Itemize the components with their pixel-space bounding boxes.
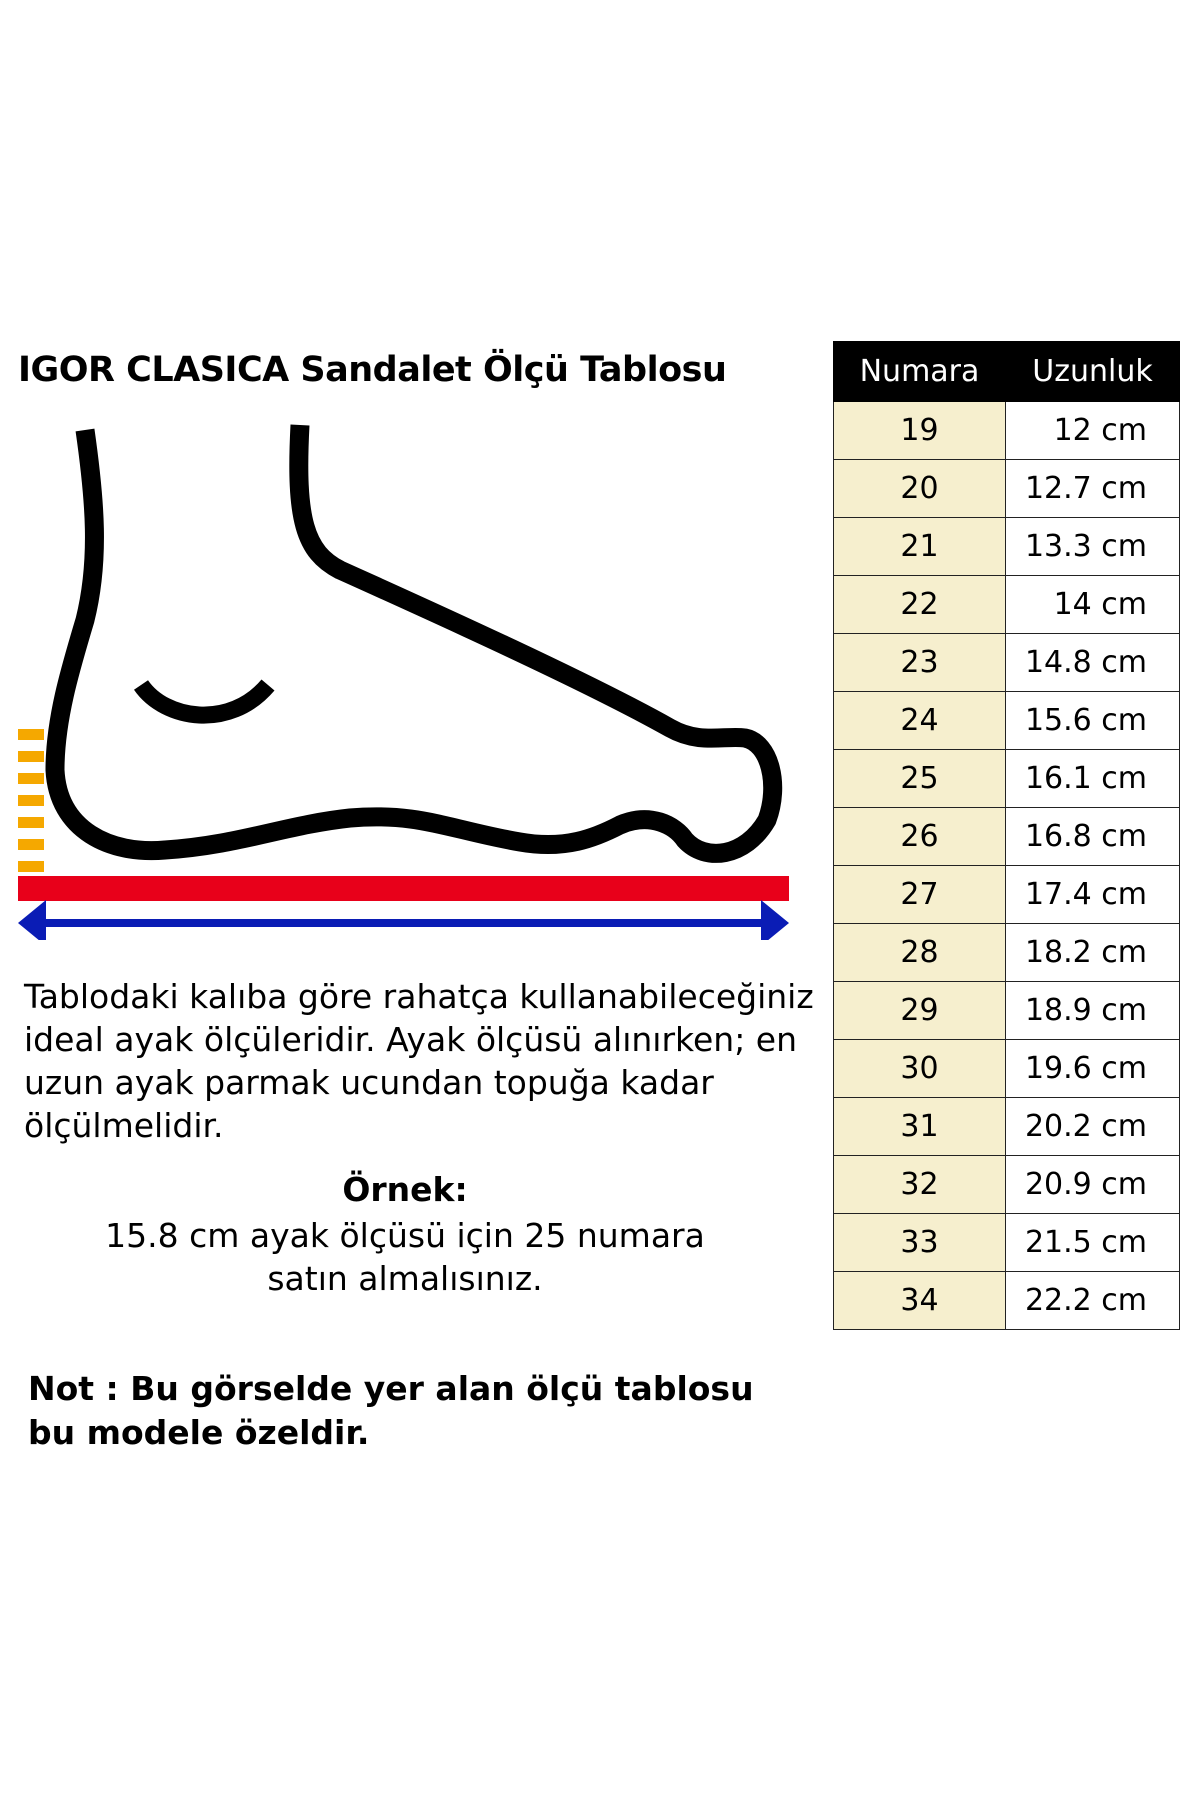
size-cell: 20 xyxy=(834,460,1006,518)
size-cell: 25 xyxy=(834,750,1006,808)
heel-mark xyxy=(18,773,44,784)
example-heading: Örnek: xyxy=(342,1170,468,1209)
table-row xyxy=(834,1098,1180,1156)
ankle-curve-icon xyxy=(141,685,268,715)
length-cell: 14.8 cm xyxy=(1006,634,1180,692)
column-header-length: Uzunluk xyxy=(1006,342,1180,402)
table-row xyxy=(834,576,1180,634)
heel-mark xyxy=(18,839,44,850)
length-cell: 15.6 cm xyxy=(1006,692,1180,750)
size-cell: 32 xyxy=(834,1156,1006,1214)
page-title: IGOR CLASICA Sandalet Ölçü Tablosu xyxy=(18,350,727,390)
foot-measurement-illustration xyxy=(0,420,800,940)
size-cell: 26 xyxy=(834,808,1006,866)
size-cell: 19 xyxy=(834,402,1006,460)
length-cell: 16.8 cm xyxy=(1006,808,1180,866)
table-row xyxy=(834,518,1180,576)
size-cell: 21 xyxy=(834,518,1006,576)
table-row xyxy=(834,866,1180,924)
size-cell: 24 xyxy=(834,692,1006,750)
size-cell: 27 xyxy=(834,866,1006,924)
table-row xyxy=(834,460,1180,518)
table-header-row xyxy=(834,342,1180,402)
foot-outline-icon xyxy=(55,425,773,853)
description-text: Tablodaki kalıba göre rahatça kullanabileceğiniz ideal ayak ölçüleridir. Ayak ölçüsü alınırken; en uzun ayak parmak ucundan topuğa kadar ölçülmelidir. xyxy=(24,977,814,1145)
size-cell: 23 xyxy=(834,634,1006,692)
size-cell: 29 xyxy=(834,982,1006,1040)
length-cell: 12 cm xyxy=(1006,402,1180,460)
table-row xyxy=(834,1156,1180,1214)
heel-mark xyxy=(18,817,44,828)
heel-mark xyxy=(18,795,44,806)
size-cell: 31 xyxy=(834,1098,1006,1156)
length-cell: 20.2 cm xyxy=(1006,1098,1180,1156)
table-row xyxy=(834,402,1180,460)
table-row xyxy=(834,982,1180,1040)
base-bar xyxy=(18,876,789,901)
length-arrow-icon xyxy=(18,900,789,940)
table-row xyxy=(834,692,1180,750)
length-cell: 13.3 cm xyxy=(1006,518,1180,576)
table-row xyxy=(834,634,1180,692)
table-row xyxy=(834,1040,1180,1098)
length-cell: 22.2 cm xyxy=(1006,1272,1180,1330)
table-row xyxy=(834,808,1180,866)
table-row xyxy=(834,924,1180,982)
length-cell: 20.9 cm xyxy=(1006,1156,1180,1214)
length-cell: 17.4 cm xyxy=(1006,866,1180,924)
length-cell: 14 cm xyxy=(1006,576,1180,634)
length-cell: 19.6 cm xyxy=(1006,1040,1180,1098)
table-row xyxy=(834,750,1180,808)
length-cell: 18.9 cm xyxy=(1006,982,1180,1040)
size-cell: 28 xyxy=(834,924,1006,982)
heel-marks-icon xyxy=(18,729,44,872)
size-table xyxy=(833,341,1180,1330)
size-cell: 30 xyxy=(834,1040,1006,1098)
length-cell: 21.5 cm xyxy=(1006,1214,1180,1272)
table-row xyxy=(834,1272,1180,1330)
arrow-head-left xyxy=(18,900,46,940)
size-cell: 22 xyxy=(834,576,1006,634)
example-text: 15.8 cm ayak ölçüsü için 25 numara satın almalısınız. xyxy=(105,1216,705,1298)
arrow-head-right xyxy=(761,900,789,940)
arrow-shaft xyxy=(38,919,768,927)
heel-mark xyxy=(18,751,44,762)
size-cell: 33 xyxy=(834,1214,1006,1272)
length-cell: 12.7 cm xyxy=(1006,460,1180,518)
note-text: Not : Bu görselde yer alan ölçü tablosu bu modele özeldir. xyxy=(28,1369,754,1452)
heel-mark xyxy=(18,729,44,740)
column-header-size: Numara xyxy=(834,342,1006,402)
length-cell: 18.2 cm xyxy=(1006,924,1180,982)
length-cell: 16.1 cm xyxy=(1006,750,1180,808)
table-row xyxy=(834,1214,1180,1272)
heel-mark xyxy=(18,861,44,872)
size-cell: 34 xyxy=(834,1272,1006,1330)
